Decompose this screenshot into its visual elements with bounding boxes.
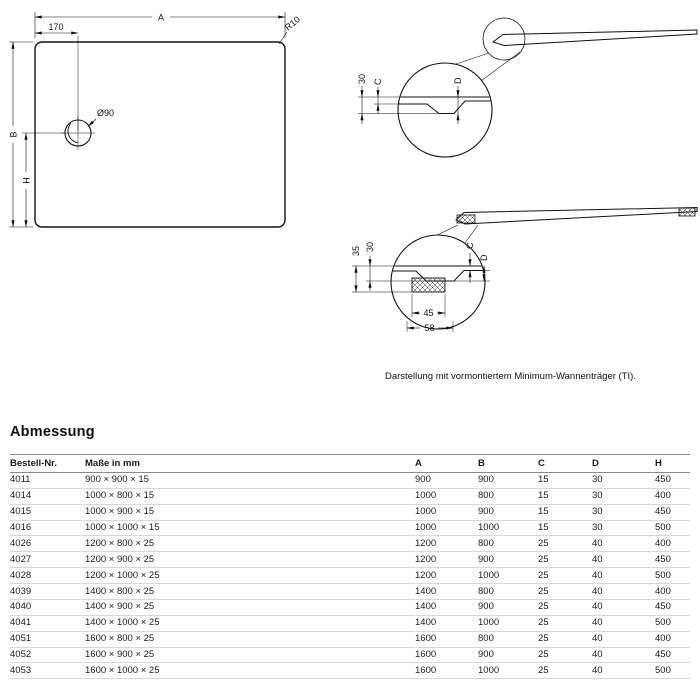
cell-c: 25 bbox=[538, 663, 592, 679]
cell-c: 15 bbox=[538, 504, 592, 520]
cell-b: 900 bbox=[478, 552, 538, 568]
cell-d: 40 bbox=[592, 536, 655, 552]
table-row bbox=[10, 599, 690, 615]
cell-h: 400 bbox=[655, 536, 690, 552]
table-row bbox=[10, 584, 690, 600]
tub-support-block bbox=[412, 278, 445, 292]
drain-leader-line bbox=[88, 119, 96, 127]
table-row bbox=[10, 552, 690, 568]
cell-c: 25 bbox=[538, 536, 592, 552]
dim-label-c-bottom: C bbox=[465, 242, 475, 249]
cell-c: 25 bbox=[538, 615, 592, 631]
cell-a: 1400 bbox=[415, 584, 478, 600]
cell-h: 450 bbox=[655, 552, 690, 568]
cell-a: 1200 bbox=[415, 568, 478, 584]
cell-a: 1000 bbox=[415, 504, 478, 520]
cell-b: 900 bbox=[478, 647, 538, 663]
dim-label-h: H bbox=[21, 177, 32, 184]
cell-dimensions-mm: 1000 × 800 × 15 bbox=[85, 488, 415, 504]
cell-h: 450 bbox=[655, 599, 690, 615]
cell-d: 40 bbox=[592, 647, 655, 663]
cell-order-number: 4040 bbox=[10, 599, 85, 615]
cell-b: 800 bbox=[478, 584, 538, 600]
section-title: Abmessung bbox=[10, 424, 95, 440]
dim-label-a: A bbox=[157, 12, 165, 23]
table-row bbox=[10, 568, 690, 584]
cell-c: 25 bbox=[538, 552, 592, 568]
dim-label-d-top: D bbox=[453, 77, 463, 84]
column-header-d: D bbox=[592, 455, 655, 473]
table-row bbox=[10, 663, 690, 679]
table-row bbox=[10, 647, 690, 663]
column-header-c: C bbox=[538, 455, 592, 473]
cell-dimensions-mm: 1000 × 900 × 15 bbox=[85, 504, 415, 520]
cell-b: 1000 bbox=[478, 520, 538, 536]
cell-dimensions-mm: 1000 × 1000 × 15 bbox=[85, 520, 415, 536]
dimensions-table bbox=[10, 454, 690, 679]
dim-label-170: 170 bbox=[48, 22, 64, 32]
cell-h: 500 bbox=[655, 615, 690, 631]
cell-a: 1000 bbox=[415, 488, 478, 504]
cell-b: 1000 bbox=[478, 568, 538, 584]
cell-c: 15 bbox=[538, 472, 592, 488]
cell-dimensions-mm: 900 × 900 × 15 bbox=[85, 472, 415, 488]
cell-c: 15 bbox=[538, 520, 592, 536]
cell-dimensions-mm: 1200 × 1000 × 25 bbox=[85, 568, 415, 584]
cell-order-number: 4026 bbox=[10, 536, 85, 552]
cell-h: 500 bbox=[655, 520, 690, 536]
drawing-caption: Darstellung mit vormontiertem Minimum-Wannenträger (TI). bbox=[385, 371, 636, 382]
table-row bbox=[10, 631, 690, 647]
dim-label-d-bottom: D bbox=[479, 254, 489, 261]
cell-d: 40 bbox=[592, 631, 655, 647]
cell-a: 900 bbox=[415, 472, 478, 488]
dim-label-45: 45 bbox=[423, 308, 434, 318]
cell-d: 40 bbox=[592, 599, 655, 615]
column-header-dimensions-mm: Maße in mm bbox=[85, 455, 415, 473]
cell-c: 25 bbox=[538, 631, 592, 647]
cell-dimensions-mm: 1600 × 1000 × 25 bbox=[85, 663, 415, 679]
cell-order-number: 4053 bbox=[10, 663, 85, 679]
cell-c: 25 bbox=[538, 584, 592, 600]
cell-b: 1000 bbox=[478, 615, 538, 631]
cell-order-number: 4014 bbox=[10, 488, 85, 504]
cell-dimensions-mm: 1400 × 900 × 25 bbox=[85, 599, 415, 615]
cell-h: 500 bbox=[655, 568, 690, 584]
cell-order-number: 4041 bbox=[10, 615, 85, 631]
cell-b: 800 bbox=[478, 536, 538, 552]
column-header-a: A bbox=[415, 455, 478, 473]
cell-dimensions-mm: 1600 × 900 × 25 bbox=[85, 647, 415, 663]
cell-d: 40 bbox=[592, 615, 655, 631]
cell-dimensions-mm: 1200 × 800 × 25 bbox=[85, 536, 415, 552]
table-header-row bbox=[10, 455, 690, 473]
table-row bbox=[10, 536, 690, 552]
cell-b: 800 bbox=[478, 488, 538, 504]
dimension-170 bbox=[35, 33, 78, 131]
cell-order-number: 4016 bbox=[10, 520, 85, 536]
table-row bbox=[10, 488, 690, 504]
cell-c: 25 bbox=[538, 647, 592, 663]
cell-dimensions-mm: 1600 × 800 × 25 bbox=[85, 631, 415, 647]
dim-label-c-top: C bbox=[373, 78, 383, 85]
cell-h: 500 bbox=[655, 663, 690, 679]
cell-c: 15 bbox=[538, 488, 592, 504]
cell-d: 40 bbox=[592, 568, 655, 584]
cell-order-number: 4015 bbox=[10, 504, 85, 520]
dim-label-drain-diameter: Ø90 bbox=[97, 108, 115, 118]
cell-d: 30 bbox=[592, 520, 655, 536]
table-row bbox=[10, 504, 690, 520]
table-row bbox=[10, 615, 690, 631]
column-header-h: H bbox=[655, 455, 690, 473]
dim-label-58: 58 bbox=[424, 323, 435, 333]
dim-label-b: B bbox=[8, 131, 19, 138]
cell-d: 30 bbox=[592, 488, 655, 504]
cell-h: 400 bbox=[655, 488, 690, 504]
cell-dimensions-mm: 1400 × 1000 × 25 bbox=[85, 615, 415, 631]
cell-order-number: 4027 bbox=[10, 552, 85, 568]
cell-c: 25 bbox=[538, 568, 592, 584]
cell-d: 40 bbox=[592, 584, 655, 600]
cell-a: 1600 bbox=[415, 647, 478, 663]
cell-h: 400 bbox=[655, 584, 690, 600]
dimensions-section bbox=[10, 424, 690, 679]
cell-b: 800 bbox=[478, 631, 538, 647]
cell-b: 900 bbox=[478, 472, 538, 488]
cell-d: 40 bbox=[592, 663, 655, 679]
cell-dimensions-mm: 1400 × 800 × 25 bbox=[85, 584, 415, 600]
cell-order-number: 4051 bbox=[10, 631, 85, 647]
cell-d: 40 bbox=[592, 552, 655, 568]
cell-b: 900 bbox=[478, 504, 538, 520]
tray-outline bbox=[35, 42, 285, 227]
cell-c: 25 bbox=[538, 599, 592, 615]
cell-order-number: 4028 bbox=[10, 568, 85, 584]
cell-h: 450 bbox=[655, 472, 690, 488]
cell-a: 1400 bbox=[415, 599, 478, 615]
cell-h: 400 bbox=[655, 631, 690, 647]
plan-view-drawing bbox=[0, 0, 340, 250]
cell-b: 900 bbox=[478, 599, 538, 615]
cell-h: 450 bbox=[655, 504, 690, 520]
cell-d: 30 bbox=[592, 472, 655, 488]
detail-circle-top bbox=[358, 63, 492, 157]
cell-a: 1000 bbox=[415, 520, 478, 536]
table-body bbox=[10, 472, 690, 678]
cell-h: 450 bbox=[655, 647, 690, 663]
table-row bbox=[10, 472, 690, 488]
section-drawings bbox=[350, 0, 700, 395]
cell-b: 1000 bbox=[478, 663, 538, 679]
cell-d: 30 bbox=[592, 504, 655, 520]
cell-a: 1200 bbox=[415, 536, 478, 552]
column-header-order-number: Bestell-Nr. bbox=[10, 455, 85, 473]
cell-dimensions-mm: 1200 × 900 × 25 bbox=[85, 552, 415, 568]
dim-label-35-bottom: 35 bbox=[351, 245, 361, 256]
cell-order-number: 4039 bbox=[10, 584, 85, 600]
dim-label-30-top: 30 bbox=[357, 73, 367, 84]
cell-a: 1600 bbox=[415, 631, 478, 647]
cell-order-number: 4052 bbox=[10, 647, 85, 663]
drain-symbol bbox=[61, 116, 95, 150]
column-header-b: B bbox=[478, 455, 538, 473]
r10-leader-line bbox=[279, 32, 287, 44]
cell-order-number: 4011 bbox=[10, 472, 85, 488]
dim-label-r10: R10 bbox=[282, 14, 302, 33]
table-row bbox=[10, 520, 690, 536]
cell-a: 1400 bbox=[415, 615, 478, 631]
cell-a: 1600 bbox=[415, 663, 478, 679]
dim-label-30-bottom: 30 bbox=[365, 241, 375, 252]
cell-a: 1200 bbox=[415, 552, 478, 568]
